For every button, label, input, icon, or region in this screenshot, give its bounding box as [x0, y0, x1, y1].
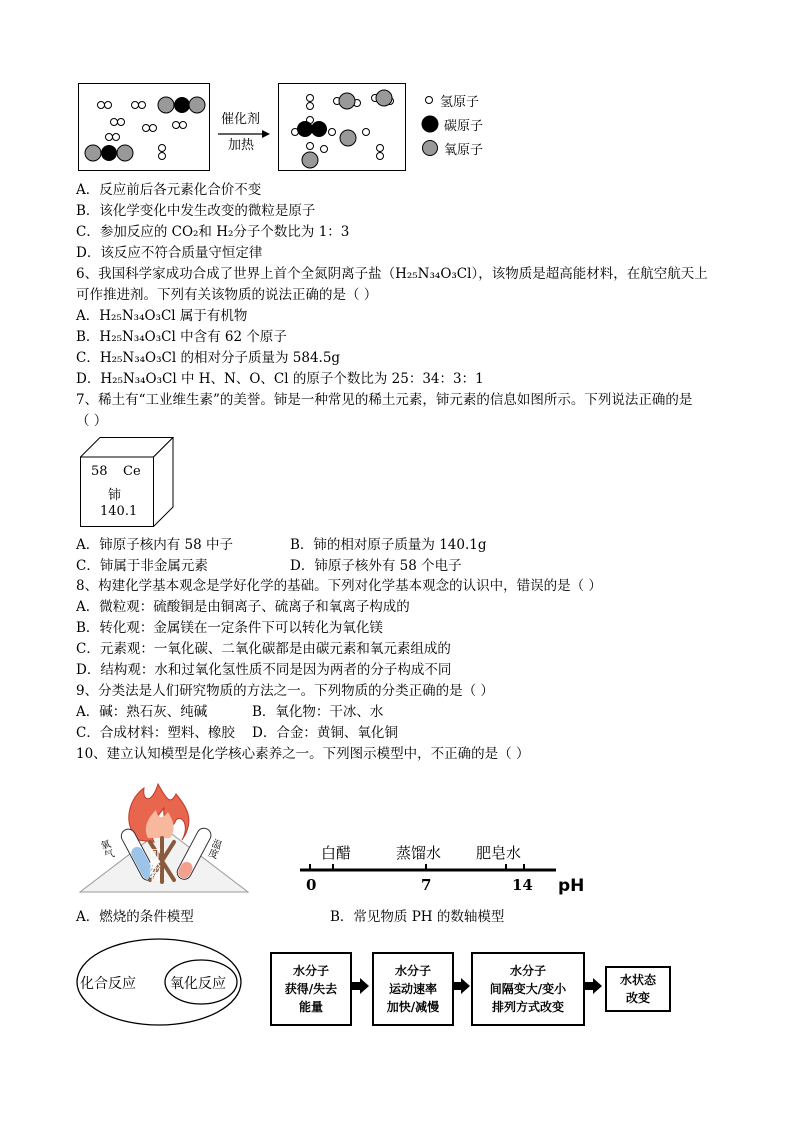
q7-stem-line2: （ ） [76, 413, 108, 429]
carbon-atom-icon [420, 114, 440, 134]
ph-label-vinegar: 白醋 [321, 844, 352, 862]
flow-step-3: 水分子 间隔变大/变小 排列方式改变 [471, 952, 585, 1026]
legend-hydrogen: 氢原子 [420, 90, 500, 110]
ph-tick-14: 14 [512, 876, 533, 894]
q10-caption-b: B．常见物质 PH 的数轴模型 [330, 909, 505, 925]
q5-option-b: B．该化学变化中发生改变的微粒是原子 [76, 203, 316, 219]
element-mass: 140.1 [100, 504, 138, 519]
fire-label-oxygen: 氧气 [96, 838, 115, 862]
flow-arrow-1-icon [351, 978, 369, 994]
q8-stem: 8、构建化学基本观念是学好化学的基础。下列对化学基本观念的认识中，错误的是（ ） [76, 578, 602, 594]
fire-label-temperature: 温度 [204, 836, 223, 860]
q9-option-c: C．合成材料：塑料、橡胶 [76, 725, 235, 741]
flow-arrow-2-icon [452, 978, 470, 994]
q10-caption-a: A．燃烧的条件模型 [76, 909, 194, 925]
q7-option-b: B．铈的相对原子质量为 140.1g [290, 537, 487, 553]
q7-stem-line1: 7、稀土有“工业维生素”的美誉。铈是一种常见的稀土元素，铈元素的信息如图所示。下列说法正确的是 [76, 392, 693, 408]
ph-unit: pH [558, 876, 585, 896]
ph-label-distilled-water: 蒸馏水 [396, 844, 442, 862]
element-card [80, 437, 174, 527]
q5-option-a: A．反应前后各元素化合价不变 [76, 182, 262, 198]
flow-arrow-3-icon [584, 978, 602, 994]
q8-option-a: A．微粒观：硫酸铜是由铜离子、硫离子和氧离子构成的 [76, 599, 410, 615]
q7-option-d: D．铈原子核外有 58 个电子 [290, 558, 462, 574]
q8-option-c: C．元素观：一氧化碳、二氧化碳都是由碳元素和氧元素组成的 [76, 641, 451, 657]
catalyst-label: 催化剂 [221, 112, 261, 127]
element-symbol: Ce [123, 464, 141, 479]
q6-stem-line2: 可作推进剂。下列有关该物质的说法正确的是（ ） [76, 287, 378, 303]
q6-option-a: A．H₂₅N₃₄O₃Cl 属于有机物 [76, 308, 248, 324]
fire-label-fuel: 可燃物 [148, 848, 161, 881]
legend-oxygen: 氧原子 [420, 138, 500, 158]
element-name: 铈 [108, 488, 122, 503]
venn-inner-label: 氧化反应 [170, 976, 226, 992]
q7-option-c: C．铈属于非金属元素 [76, 558, 208, 574]
flow-step-2: 水分子 运动速率 加快/减慢 [372, 952, 454, 1026]
fire-triangle-illustration [78, 776, 250, 896]
q6-option-c: C．H₂₅N₃₄O₃Cl 的相对分子质量为 584.5g [76, 350, 341, 366]
flow-step-4: 水状态 改变 [605, 966, 671, 1012]
element-number: 58 [91, 464, 108, 479]
q6-option-d: D．H₂₅N₃₄O₃Cl 中 H、N、O、Cl 的原子个数比为 25：34：3：1 [76, 371, 484, 387]
oxygen-atom-icon [421, 139, 439, 157]
q6-stem-line1: 6、我国科学家成功合成了世界上首个全氮阴离子盐（H₂₅N₃₄O₃Cl），该物质是超高能材料，在航空航天上 [76, 266, 708, 282]
reactants-box [78, 83, 210, 171]
q5-option-c: C．参加反应的 CO₂和 H₂分子个数比为 1：3 [76, 224, 350, 240]
q7-option-a: A．铈原子核内有 58 中子 [76, 537, 234, 553]
venn-diagram [76, 938, 242, 1026]
products-box [278, 83, 406, 171]
products-molecules [279, 84, 405, 170]
heat-label: 加热 [228, 138, 255, 153]
legend-carbon: 碳原子 [420, 114, 500, 134]
flow-step-1: 水分子 获得/失去 能量 [270, 952, 352, 1026]
q6-option-b: B．H₂₅N₃₄O₃Cl 中含有 62 个原子 [76, 329, 287, 345]
ph-axis-diagram [296, 840, 596, 900]
ph-tick-0: 0 [306, 876, 317, 894]
hydrogen-atom-icon [424, 95, 434, 105]
q9-stem: 9、分类法是人们研究物质的方法之一。下列物质的分类正确的是（ ） [76, 683, 494, 699]
q8-option-b: B．转化观：金属镁在一定条件下可以转化为氧化镁 [76, 620, 383, 636]
venn-outer-label: 化合反应 [80, 976, 136, 992]
ph-label-soap-water: 肥皂水 [476, 844, 522, 862]
q9-option-d: D．合金：黄铜、氧化铜 [252, 725, 398, 741]
reactants-molecules [79, 84, 209, 170]
q9-option-a: A．碱：熟石灰、纯碱 [76, 704, 208, 720]
q8-option-d: D．结构观：水和过氧化氢性质不同是因为两者的分子构成不同 [76, 662, 452, 678]
q10-stem: 10、建立认知模型是化学核心素养之一。下列图示模型中，不正确的是（ ） [76, 746, 530, 762]
ph-tick-7: 7 [421, 876, 432, 894]
q5-option-d: D．该反应不符合质量守恒定律 [76, 245, 263, 261]
q9-option-b: B．氧化物：干冰、水 [252, 704, 384, 720]
